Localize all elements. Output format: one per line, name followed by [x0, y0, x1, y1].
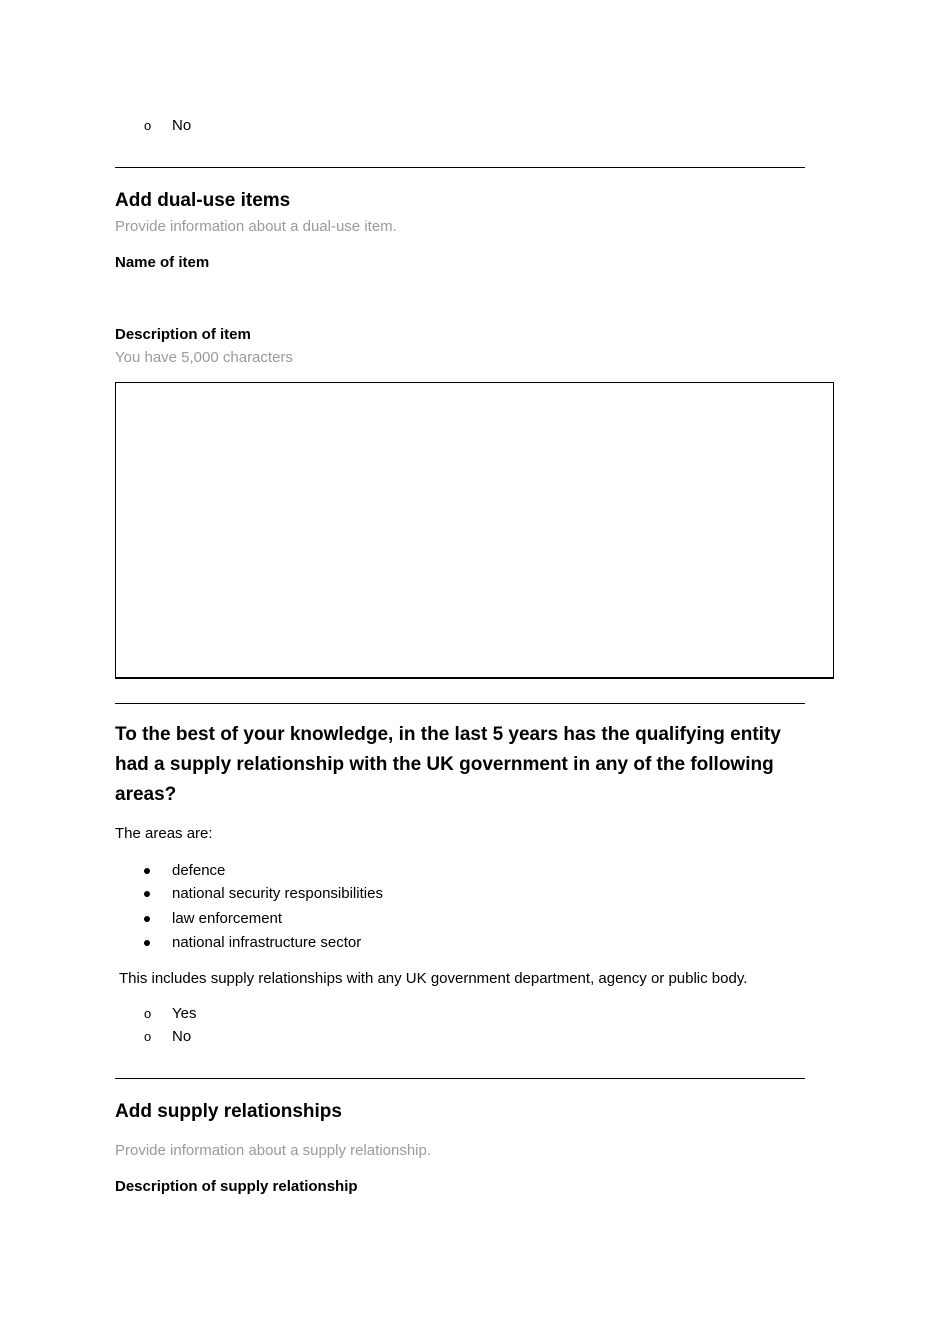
supply-relationships-hint: Provide information about a supply relationship.: [115, 1142, 432, 1159]
supply-relationship-description-label: Description of supply relationship: [115, 1178, 358, 1195]
dual-use-hint: Provide information about a dual-use item.: [115, 218, 397, 235]
dual-use-title: Add dual-use items: [115, 190, 291, 211]
area-label: national infrastructure sector: [172, 934, 362, 951]
areas-intro: The areas are:: [115, 825, 213, 842]
radio-circle-icon[interactable]: o: [144, 1029, 152, 1044]
section-divider: [115, 1078, 805, 1079]
area-label: law enforcement: [172, 910, 283, 927]
supply-note: This includes supply relationships with any UK government department, agency or public body.: [119, 970, 748, 987]
name-of-item-label: Name of item: [115, 254, 210, 271]
area-label: national security responsibilities: [172, 885, 383, 902]
radio-label: Yes: [172, 1005, 197, 1022]
supply-relationships-title: Add supply relationships: [115, 1101, 342, 1122]
description-of-item-label: Description of item: [115, 326, 251, 343]
bullet-icon: [144, 891, 150, 897]
bullet-icon: [144, 916, 150, 922]
character-count-hint: You have 5,000 characters: [115, 349, 293, 366]
description-textarea[interactable]: [115, 382, 834, 679]
radio-label: No: [172, 117, 192, 134]
radio-circle-icon[interactable]: o: [144, 118, 152, 133]
area-label: defence: [172, 862, 226, 879]
supply-question-title: To the best of your knowledge, in the last 5 years has the qualifying entity had a supply relationship with the UK government in any of the following areas?: [115, 724, 781, 805]
radio-circle-icon[interactable]: o: [144, 1006, 152, 1021]
section-divider: [115, 703, 805, 704]
radio-label: No: [172, 1028, 192, 1045]
bullet-icon: [144, 940, 150, 946]
bullet-icon: [144, 868, 150, 874]
section-divider: [115, 167, 805, 168]
